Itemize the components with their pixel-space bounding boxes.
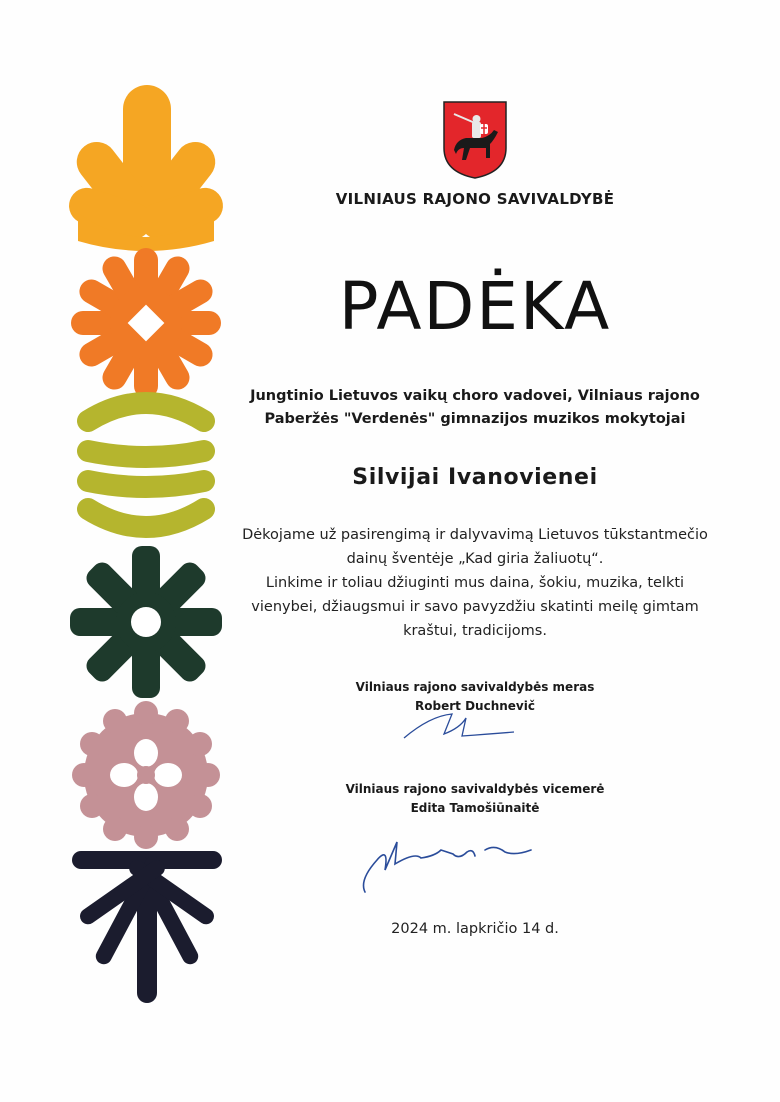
navy-tree-ornament (72, 851, 222, 1003)
message-line: vienybei, džiaugsmui ir savo pavyzdžiu skatinti meilę gimtam (251, 599, 699, 615)
pink-flower-ornament (72, 701, 220, 849)
mayor-signature (400, 708, 520, 744)
dedication-line: Jungtinio Lietuvos vaikų choro vadovei, Vilniaus rajono (250, 388, 700, 404)
folk-ornament-column (60, 85, 240, 1015)
dedication-line: Paberžės "Verdenės" gimnazijos muzikos mokytojai (264, 411, 686, 427)
orange-flower-ornament (71, 248, 221, 398)
message-line: Linkime ir toliau džiuginti mus daina, šokiu, muzika, telkti (265, 575, 685, 591)
sun-fan-ornament (64, 85, 227, 251)
dedication-text (225, 385, 725, 431)
dark-green-flower-ornament (70, 546, 222, 698)
message-line: dainų šventėje „Kad giria žaliuotų“. (346, 551, 604, 567)
signatory-role: Vilniaus rajono savivaldybės vicemerė (345, 782, 605, 796)
message-line: kraštui, tradicijoms. (403, 623, 547, 639)
coat-of-arms-knight-icon (442, 100, 508, 180)
gratitude-message (225, 523, 725, 643)
vice-mayor-signature-block (225, 780, 725, 818)
certificate-title: PADĖKA (338, 268, 612, 345)
municipality-emblem (225, 100, 725, 180)
vice-mayor-signature (355, 830, 545, 900)
recipient-name: Silvijai Ivanovienei (352, 465, 598, 490)
signatory-name: Robert Duchnevič (415, 699, 535, 713)
signatory-role: Vilniaus rajono savivaldybės meras (355, 680, 595, 694)
signatory-name: Edita Tamošiūnaitė (410, 801, 540, 815)
olive-wave-ornament (88, 403, 204, 527)
issue-date: 2024 m. lapkričio 14 d. (391, 921, 559, 937)
municipality-name: VILNIAUS RAJONO SAVIVALDYBĖ (335, 190, 615, 208)
message-line: Dėkojame už pasirengimą ir dalyvavimą Lietuvos tūkstantmečio (242, 527, 708, 543)
